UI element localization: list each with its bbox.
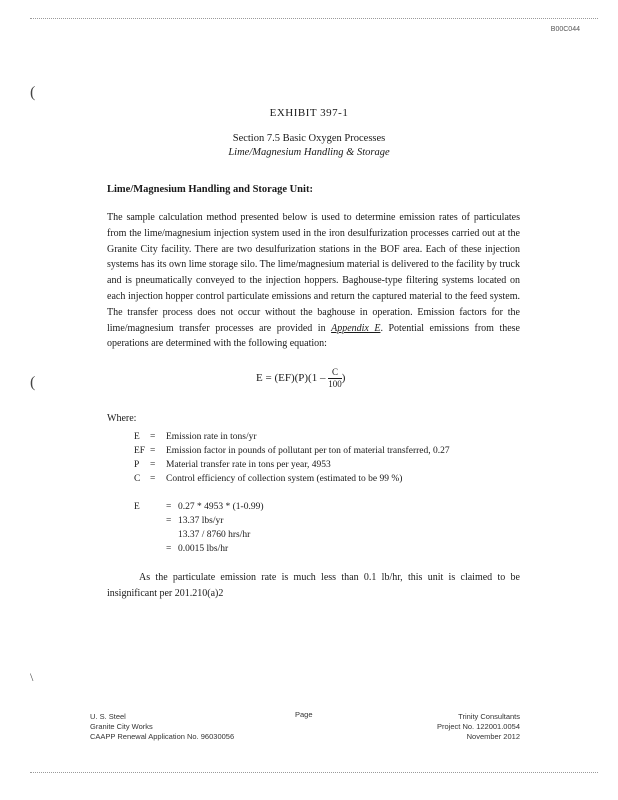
emission-equation: E = (EF)(P)(1 – $\frac{C}{100}$ ) [256, 367, 346, 389]
scan-margin-mark: \ [30, 670, 34, 684]
definition-symbol: EF [134, 446, 146, 456]
scan-margin-mark: ( [30, 84, 36, 101]
definition-equals: = [150, 460, 156, 470]
footer-company: U. S. Steel [90, 712, 126, 721]
definition-text: Control efficiency of collection system (estimated to be 99 %) [166, 474, 403, 484]
definition-symbol: C [134, 474, 141, 484]
page-id: B00C044 [550, 26, 580, 33]
equation-denominator: 100 [328, 379, 342, 389]
calculation-op: = [166, 544, 172, 554]
conclusion-text: As the particulate emission rate is much less than 0.1 lb/hr, this unit is claimed to be insignificant per 201.210(a)2 [107, 572, 520, 599]
calculation-rhs: 0.0015 lbs/hr [178, 544, 229, 554]
definition-text: Emission rate in tons/yr [166, 432, 257, 442]
calculation-row [134, 528, 264, 542]
description-paragraph [107, 210, 520, 352]
footer-application: CAAPP Renewal Application No. 96030056 [90, 732, 235, 741]
bottom-scan-border [30, 772, 598, 773]
footer-facility: Granite City Works [90, 722, 153, 731]
definition-row [134, 458, 450, 472]
definition-equals: = [150, 432, 156, 442]
section-subtitle: Lime/Magnesium Handling & Storage [228, 147, 390, 158]
definition-text: Material transfer rate in tons per year, 4953 [166, 460, 331, 470]
footer-project: Project No. 122001.0054 [437, 722, 520, 731]
section-title: Section 7.5 Basic Oxygen Processes [232, 133, 386, 144]
calculation-lhs: E [134, 502, 140, 512]
calculation-rhs: 0.27 * 4953 * (1-0.99) [178, 502, 264, 512]
calculation-row [134, 500, 264, 514]
footer-date: November 2012 [466, 732, 520, 741]
definitions-list [134, 430, 450, 486]
calculation-op: = [166, 516, 172, 526]
equation-numerator: C [328, 367, 342, 379]
definition-symbol: E [134, 432, 140, 442]
conclusion-paragraph [107, 570, 520, 602]
exhibit-title: EXHIBIT 397-1 [269, 107, 349, 119]
equation-close: ) [341, 372, 346, 385]
paragraph-text: The sample calculation method presented below is used to determine emission rates of particulates from the lime/magnesium injection system used in the iron desulfurization processes carried out at the Granite City facility. There are two desulfurization stations in the BOF area. Each of these injection systems has its own lime storage silo. The lime/magnesium material is delivered to the facility by truck and is pneumatically conveyed to the injection hoppers. Baghouse-type filtering systems located on each injection hopper control particulate emissions and return the captured material to the feed system. The transfer process does not occur without the baghouse in operation. Emission factors for the lime/magnesium transfer processes are provided in [107, 212, 520, 334]
equation-body: (EF)(P)(1 – [274, 372, 326, 385]
definition-symbol: P [134, 460, 140, 470]
equation-lhs: E [256, 372, 263, 385]
calculation-op: = [166, 502, 172, 512]
definition-row [134, 444, 450, 458]
footer-left [90, 712, 234, 742]
definition-text: Emission factor in pounds of pollutant per ton of material transferred, 0.27 [166, 446, 450, 456]
scan-margin-mark: ( [30, 374, 36, 391]
calculation-rhs: 13.37 / 8760 hrs/hr [178, 530, 251, 540]
footer-right [395, 712, 520, 742]
footer-page: Page [295, 710, 313, 719]
definition-equals: = [150, 474, 156, 484]
paragraph-text: . Potential emissions from these operations are determined with the following equation: [107, 322, 520, 350]
calculation-rhs: 13.37 lbs/yr [178, 516, 224, 526]
equation-fraction [328, 367, 342, 390]
calculation-row [134, 542, 264, 556]
definition-equals: = [150, 446, 156, 456]
top-scan-border [30, 18, 598, 19]
calculation-row [134, 514, 264, 528]
unit-heading: Lime/Magnesium Handling and Storage Unit: [107, 184, 313, 195]
appendix-link[interactable]: Appendix E [331, 322, 381, 334]
where-label: Where: [107, 413, 137, 424]
definition-row [134, 472, 450, 486]
calculation-block [134, 500, 264, 556]
definition-row [134, 430, 450, 444]
footer-consultant: Trinity Consultants [458, 712, 520, 721]
